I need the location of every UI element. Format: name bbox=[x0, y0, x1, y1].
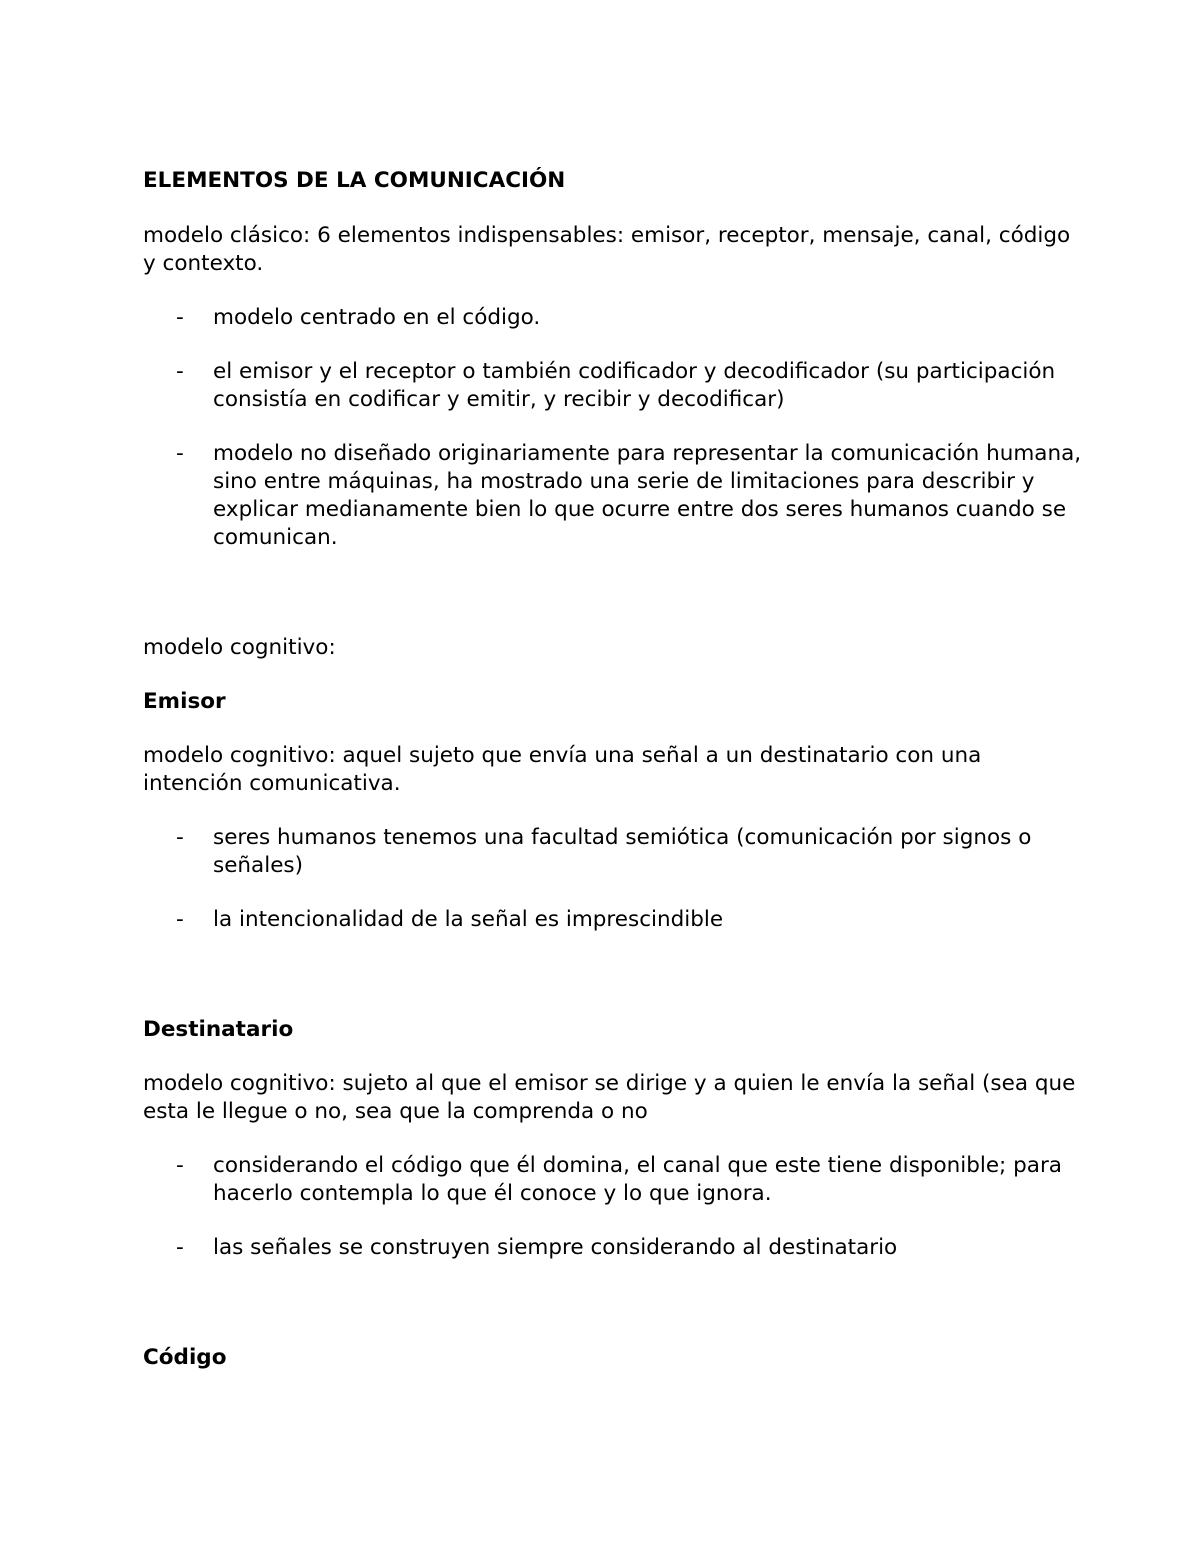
classic-model-list bbox=[143, 304, 1083, 552]
list-item-text: modelo centrado en el código. bbox=[213, 305, 541, 330]
list-item bbox=[143, 304, 1083, 332]
list-item-text: seres humanos tenemos una facultad semiótica (comunicación por signos o señales) bbox=[213, 825, 1032, 878]
bullet-dash: - bbox=[176, 305, 184, 330]
list-item bbox=[143, 824, 1083, 880]
emisor-list bbox=[143, 824, 1083, 934]
document-page bbox=[143, 167, 1083, 1372]
intro-paragraph: modelo clásico: 6 elementos indispensables: emisor, receptor, mensaje, canal, código y contexto. bbox=[143, 223, 1071, 276]
bullet-dash: - bbox=[176, 1153, 184, 1178]
list-item bbox=[143, 358, 1083, 414]
bullet-dash: - bbox=[176, 907, 184, 932]
list-item bbox=[143, 906, 1083, 934]
list-item-text: el emisor y el receptor o también codificador y decodificador (su participación consistía en codificar y emitir, y recibir y decodificar) bbox=[213, 359, 1056, 412]
list-item-text: modelo no diseñado originariamente para representar la comunicación humana, sino entre máquinas, ha mostrado una serie de limitaciones para describir y explicar medianamente bien lo que ocurre entre dos seres humanos cuando se comunican. bbox=[213, 441, 1082, 550]
list-item bbox=[143, 440, 1083, 552]
list-item-text: la intencionalidad de la señal es imprescindible bbox=[213, 907, 724, 932]
section-heading-destinatario: Destinatario bbox=[143, 1017, 294, 1042]
cognitive-model-label: modelo cognitivo: bbox=[143, 635, 336, 660]
bullet-dash: - bbox=[176, 1235, 184, 1260]
section-heading-emisor: Emisor bbox=[143, 689, 226, 714]
destinatario-paragraph: modelo cognitivo: sujeto al que el emisor se dirige y a quien le envía la señal (sea que esta le llegue o no, sea que la comprenda o no bbox=[143, 1071, 1076, 1124]
bullet-dash: - bbox=[176, 825, 184, 850]
document-title: ELEMENTOS DE LA COMUNICACIÓN bbox=[143, 168, 566, 193]
bullet-dash: - bbox=[176, 441, 184, 466]
bullet-dash: - bbox=[176, 359, 184, 384]
emisor-paragraph: modelo cognitivo: aquel sujeto que envía una señal a un destinatario con una intención comunicativa. bbox=[143, 743, 982, 796]
list-item bbox=[143, 1152, 1083, 1208]
list-item-text: considerando el código que él domina, el canal que este tiene disponible; para hacerlo contempla lo que él conoce y lo que ignora. bbox=[213, 1153, 1062, 1206]
section-heading-codigo: Código bbox=[143, 1345, 227, 1370]
list-item-text: las señales se construyen siempre considerando al destinatario bbox=[213, 1235, 898, 1260]
destinatario-list bbox=[143, 1152, 1083, 1262]
list-item bbox=[143, 1234, 1083, 1262]
